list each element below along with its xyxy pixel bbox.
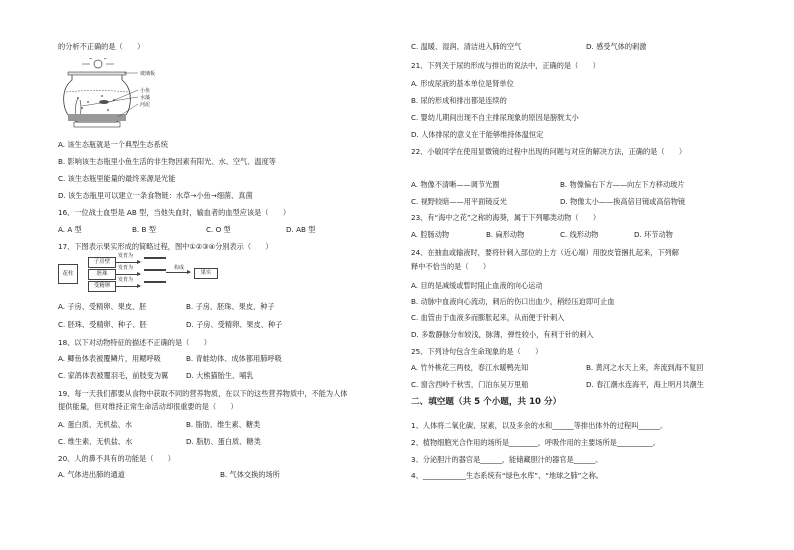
q17-option-c: C. 胚珠、受精卵、种子、胚 (58, 320, 147, 329)
q18-option-b: B. 青蛙幼体、成体都用肺呼吸 (186, 354, 282, 363)
label-mud: 河泥 (140, 102, 151, 108)
q24-option-b: B. 动脉中血液向心流动，刺后的伤口出血少，稍经压迫即可止血 (411, 297, 615, 306)
q19-option-a: A. 蛋白质、无机盐、水 (58, 420, 133, 429)
q15-option-c: C. 该生态瓶里能量的最终来源是光能 (58, 174, 176, 183)
ovary-wall-box: 子房壁 (88, 257, 116, 268)
q19-stem-line1: 19、每一天我们都要从食物中获取不同的营养物质，在以下的这些营养物质中，不能为人体 (58, 389, 348, 398)
q21-option-c: C. 婴幼儿期间出现不自主排尿现象的原因是膀胱太小 (411, 113, 579, 122)
fruit-formation-diagram (58, 253, 248, 292)
q20-option-b: B. 气体交换的场所 (220, 470, 280, 479)
fill-question-4: 4、____________生态系统有“绿色水库”、“地球之肺”之称。 (411, 471, 603, 480)
fill-question-3: 3、分泌胆汁的器官是______，能储藏胆汁的器官是______。 (411, 455, 603, 464)
q21-option-d: D. 人体排尿的意义在于能够维持体温恒定 (411, 130, 544, 139)
q25-option-c: C. 窗含西岭千秋雪，门泊东吴万里船 (411, 380, 529, 389)
label-fish: 小鱼 (140, 88, 151, 94)
q17-stem: 17、下图表示果实形成的简略过程，图中①②③④分别表示（ ） (58, 242, 273, 251)
q22-option-b: B. 物像偏右下方——向左下方移动玻片 (560, 180, 685, 189)
arrow-form (166, 272, 190, 273)
arrow-1 (116, 262, 140, 263)
q22-option-c: C. 视野较暗——用平面镜反光 (411, 197, 507, 206)
q24-stem-line2: 释中不恰当的是（ ） (411, 262, 491, 271)
flower-box: 花柱 (58, 264, 78, 284)
q17-option-a: A. 子房、受精卵、果皮、胚 (58, 302, 147, 311)
q19-stem-line2: 提供能量，但对维持正常生命活动却很重要的是（ ） (58, 402, 238, 411)
q16-option-c: C. O 型 (206, 225, 231, 234)
develop-label-3: 发育为 (118, 277, 134, 283)
q24-stem-line1: 24、在抽血或输液时，要将针刺入部位的上方（近心端）用胶皮管捆扎起来，下列解 (411, 248, 679, 257)
result-box-1 (144, 257, 166, 259)
q24-option-a: A. 目的是减缓或暂时阻止血液的向心运动 (411, 281, 543, 290)
q25-option-b: B. 黄河之水天上来，奔流到海不复回 (586, 363, 704, 372)
q25-stem: 25、下列诗句包含生命现象的是（ ） (411, 347, 543, 356)
q20-option-c: C. 温暖、湿润、清洁进入肺的空气 (411, 42, 522, 51)
fill-question-2: 2、植物细胞光合作用的场所是________，呼吸作用的主要场所是__________。 (411, 438, 660, 447)
q18-option-a: A. 鲫鱼体表被覆鳞片，用鳃呼吸 (58, 354, 161, 363)
q25-option-d: D. 春江潮水连海平，海上明月共潮生 (586, 380, 704, 389)
fertilized-egg-box: 受精卵 (88, 281, 116, 292)
q23-option-c: C. 线形动物 (560, 230, 599, 239)
q20-option-a: A. 气体进出肺的通道 (58, 470, 125, 479)
q25-option-a: A. 竹外桃花三两枝，春江水暖鸭先知 (411, 363, 529, 372)
develop-label-2: 发育为 (118, 265, 134, 271)
q16-option-a: A. A 型 (58, 225, 82, 234)
q15-option-b: B. 影响该生态瓶里小鱼生活的非生物因素有阳光、水、空气、温度等 (58, 157, 276, 166)
q23-option-d: D. 环节动物 (634, 230, 673, 239)
arrow-2 (116, 274, 140, 275)
q21-stem: 21、下列关于尿的形成与排出的说法中，正确的是（ ） (411, 61, 600, 70)
q24-option-d: D. 多数静脉分布较浅，脉薄，弹性较小，有利于针的刺入 (411, 330, 594, 339)
result-box-3 (144, 281, 166, 283)
q23-stem: 23、有“海中之花”之称的海葵，属于下列哪类动物（ ） (411, 213, 601, 222)
q21-option-a: A. 形成尿液的基本单位是肾单位 (411, 79, 514, 88)
q23-option-a: A. 腔肠动物 (411, 230, 450, 239)
q16-option-d: D. AB 型 (286, 225, 316, 234)
q18-option-d: D. 大熊猫胎生、哺乳 (186, 371, 254, 380)
q18-stem: 18、以下对动物特征的描述不正确的是（ ） (58, 338, 211, 347)
arrow-3 (116, 286, 140, 287)
label-water-weed: 水藻 (140, 95, 151, 101)
q19-option-d: D. 脂肪、蛋白质、糖类 (186, 437, 261, 446)
q22-stem: 22、小敏同学在使用显微镜的过程中出现的问题与对应的解决方法，正确的是（ ） (411, 147, 687, 156)
q17-option-b: B. 子房、胚珠、果皮、种子 (186, 302, 275, 311)
q21-option-b: B. 尿的形成和排出都是连续的 (411, 96, 507, 105)
develop-label-1: 发育为 (118, 253, 134, 259)
label-glass-plate: 玻璃板 (140, 71, 156, 77)
q19-option-b: B. 脂肪、维生素、糖类 (186, 420, 261, 429)
fill-question-1: 1、人体将二氧化碳、尿素，以及多余的水和______等排出体外的过程叫______。 (411, 421, 668, 430)
q15-stem-tail: 的分析不正确的是（ ） (58, 42, 145, 51)
q18-option-c: C. 家鸽体表被覆羽毛，前肢变为翼 (58, 371, 169, 380)
ovule-box: 胚珠 (88, 269, 116, 280)
form-label: 构成 (174, 265, 185, 271)
q22-option-d: D. 物像太小——换高倍目镜或高倍物镜 (560, 197, 686, 206)
section-fill-in-heading: 二、填空题（共 5 个小题，共 10 分） (411, 397, 562, 407)
q16-option-b: B. B 型 (132, 225, 156, 234)
q17-option-d: D. 子房、受精卵、果皮、种子 (186, 320, 283, 329)
q19-option-c: C. 维生素、无机盐、水 (58, 437, 133, 446)
q23-option-b: B. 扁形动物 (486, 230, 525, 239)
q20-option-d: D. 感受气体的刺激 (586, 42, 647, 51)
q24-option-c: C. 血管由于血液多而膨胀起来，从而便于针刺入 (411, 313, 565, 322)
q20-stem: 20、人的鼻不具有的功能是（ ） (58, 454, 175, 463)
q15-option-d: D. 该生态瓶里可以建立一条食物链：水草→小鱼→细菌、真菌 (58, 191, 253, 200)
fruit-box: 果实 (194, 268, 218, 279)
q22-option-a: A. 物像不清晰——调节光圈 (411, 180, 500, 189)
q16-stem: 16、一位战士血型是 AB 型，当他失血时，输血者的血型应该是（ ） (58, 208, 291, 217)
eco-bottle-figure (58, 58, 168, 134)
q15-option-a: A. 该生态瓶就是一个典型生态系统 (58, 140, 168, 149)
result-box-2 (144, 269, 166, 271)
